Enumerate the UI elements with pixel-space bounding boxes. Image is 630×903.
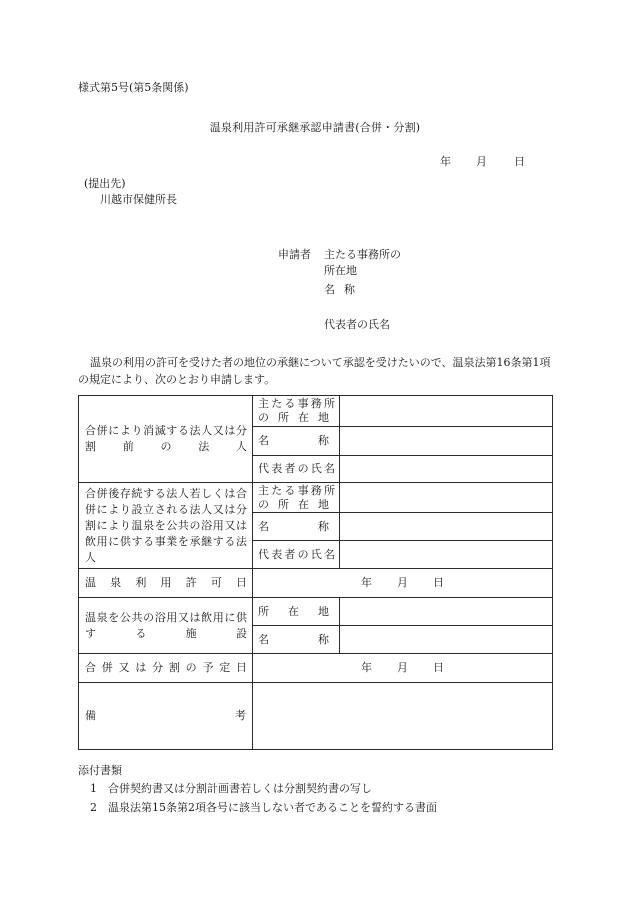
successor-corporation-label: 合併後存続する法人若しくは合併により設立される法人又は分割により温泉を公共の浴用又は飲用に供する事業を承継する法人 bbox=[85, 486, 247, 564]
application-table bbox=[78, 395, 553, 750]
facility-label-cell bbox=[79, 598, 253, 654]
dissolved-rep-value[interactable] bbox=[340, 456, 553, 483]
dissolved-name-value[interactable] bbox=[340, 427, 553, 456]
successor-corporation-label-cell bbox=[79, 483, 253, 569]
dissolved-office-label-cell: 主たる事務所 の所在地 bbox=[253, 396, 340, 427]
remarks-label-cell: 備 考 bbox=[79, 683, 253, 750]
dissolved-rep-label: 代表者の氏名 bbox=[253, 456, 340, 483]
permit-date-label-cell bbox=[79, 569, 253, 598]
successor-office-label-cell: 主たる事務所 の所在地 bbox=[253, 483, 340, 513]
date-month: 月 bbox=[476, 155, 487, 168]
successor-rep-value[interactable] bbox=[340, 541, 553, 569]
remarks-value[interactable] bbox=[253, 683, 553, 750]
planned-date-value[interactable]: 年 月 日 bbox=[253, 654, 553, 683]
date-line bbox=[440, 155, 525, 169]
facility-location-label: 所 在 地 bbox=[253, 598, 340, 626]
facility-location-value[interactable] bbox=[340, 598, 553, 626]
facility-name-value[interactable] bbox=[340, 626, 553, 654]
date-day: 日 bbox=[514, 155, 525, 168]
attachment-item: 2 温泉法第15条第2項各号に該当しない者であることを誓約する書面 bbox=[90, 801, 437, 814]
successor-name-value[interactable] bbox=[340, 513, 553, 541]
applicant-label: 申請者 bbox=[278, 248, 311, 261]
attachment-item: 1 合併契約書又は分割計画書若しくは分割契約書の写し bbox=[90, 782, 372, 795]
date-year: 年 bbox=[440, 155, 451, 168]
recipient: 川越市保健所長 bbox=[100, 193, 177, 206]
planned-date-label: 合併又は分割の予定日 bbox=[85, 661, 247, 674]
dissolved-name-label: 名 称 bbox=[253, 427, 340, 456]
body-text: 温泉の利用の許可を受けた者の地位の承継について承認を受けたいので、温泉法第16条第1項の規定により、次のとおり申請します。 bbox=[78, 356, 551, 386]
attachments-heading: 添付書類 bbox=[78, 764, 122, 777]
dissolved-corporation-label: 合併により消滅する法人又は分割前の法人 bbox=[85, 424, 247, 453]
dissolved-corporation-label-cell bbox=[79, 396, 253, 483]
applicant-office-address-line1: 主たる事務所の bbox=[324, 248, 401, 261]
applicant-name-label: 名 称 bbox=[324, 283, 355, 296]
permit-date-value[interactable]: 年 月 日 bbox=[253, 569, 553, 598]
dissolved-office-value[interactable] bbox=[340, 396, 553, 427]
successor-office-value[interactable] bbox=[340, 483, 553, 513]
facility-label: 温泉を公共の浴用又は飲用に供する施設 bbox=[85, 610, 247, 640]
submit-to-label: (提出先) bbox=[84, 177, 126, 190]
applicant-representative-label: 代表者の氏名 bbox=[324, 318, 390, 331]
facility-name-label: 名 称 bbox=[253, 626, 340, 654]
form-number: 様式第5号(第5条関係) bbox=[78, 81, 189, 94]
successor-rep-label: 代表者の氏名 bbox=[253, 541, 340, 569]
planned-date-label-cell bbox=[79, 654, 253, 683]
applicant-office-address-line2: 所在地 bbox=[324, 264, 357, 277]
form-title: 温泉利用許可承継承認申請書(合併・分割) bbox=[209, 121, 421, 134]
successor-name-label: 名 称 bbox=[253, 513, 340, 541]
permit-date-label: 温泉利用許可日 bbox=[85, 576, 247, 589]
